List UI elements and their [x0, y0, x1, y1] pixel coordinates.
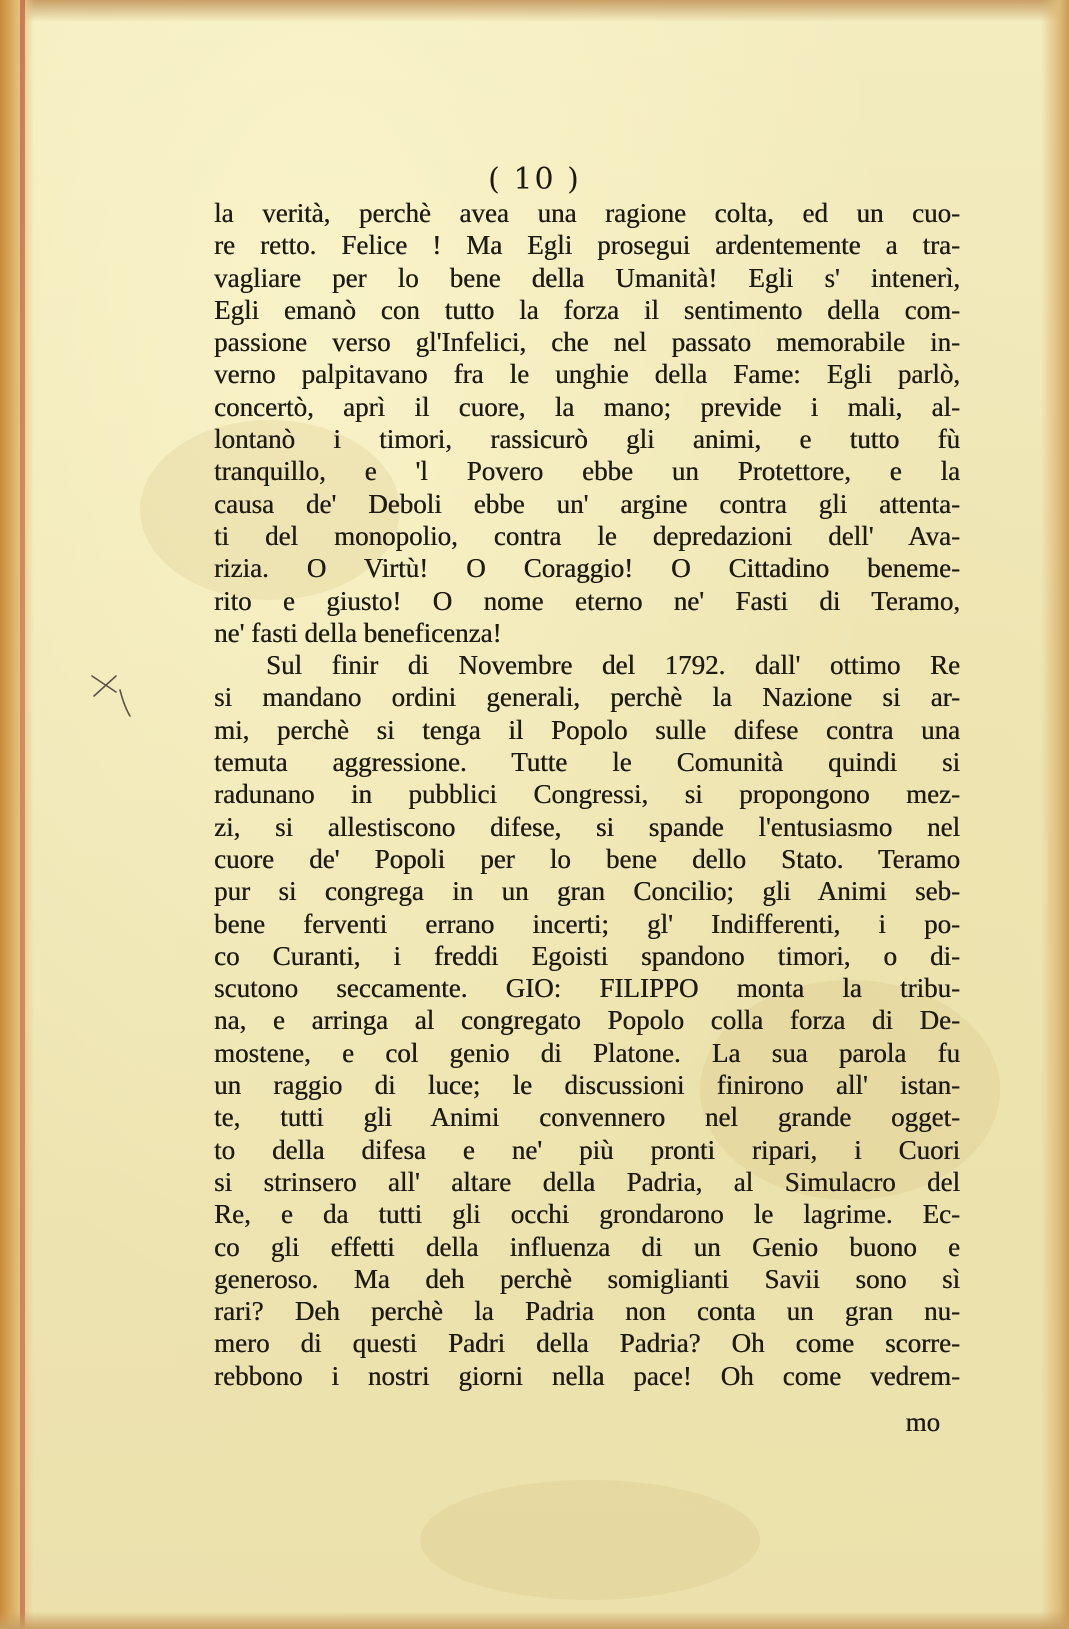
page-number: ( 10 ) [488, 162, 581, 197]
text-line: rebbono i nostri giorni nella pace! Oh come vedrem- [214, 1360, 960, 1391]
text-line: vagliare per lo bene della Umanità! Egli s' intenerì, [214, 262, 960, 293]
page-edge-top [0, 0, 1069, 22]
text-line: pur si congrega in un gran Concilio; gli Animi seb- [214, 876, 960, 907]
text-line: to della difesa e ne' più pronti ripari, i Cuori [214, 1134, 960, 1165]
text-line: tranquillo, e 'l Povero ebbe un Protettore, e la [214, 456, 960, 487]
text-line: zi, si allestiscono difese, si spande l'entusiasmo nel [214, 811, 960, 842]
text-line: co Curanti, i freddi Egoisti spandono timori, o di- [214, 940, 960, 971]
text-line: radunano in pubblici Congressi, si propongono mez- [214, 779, 960, 810]
paper-stain [420, 1480, 760, 1600]
text-line: cuore de' Popoli per lo bene dello Stato. Teramo [214, 843, 960, 874]
text-line: rito e giusto! O nome eterno ne' Fasti di Teramo, [214, 585, 960, 616]
text-line: mi, perchè si tenga il Popolo sulle difese contra una [214, 714, 960, 745]
text-line: rizia. O Virtù! O Coraggio! O Cittadino beneme- [214, 553, 960, 584]
text-line: lontanò i timori, rassicurò gli animi, e tutto fù [214, 424, 960, 455]
text-line: Sul finir di Novembre del 1792. dall' ottimo Re [266, 650, 960, 681]
text-line: temuta aggressione. Tutte le Comunità quindi si [214, 747, 960, 778]
text-line: na, e arringa al congregato Popolo colla forza di De- [214, 1005, 960, 1036]
text-line: te, tutti gli Animi convennero nel grande ogget- [214, 1102, 960, 1133]
page-edge-bottom [0, 1611, 1069, 1629]
text-line: la verità, perchè avea una ragione colta, ed un cuo- [214, 198, 960, 228]
text-line: verno palpitavano fra le unghie della Fame: Egli parlò, [214, 359, 960, 390]
text-line: un raggio di luce; le discussioni finirono all' istan- [214, 1070, 960, 1101]
page-edge-right [1041, 0, 1069, 1629]
text-line: bene ferventi errano incerti; gl' Indifferenti, i po- [214, 908, 960, 939]
text-line: Re, e da tutti gli occhi grondarono le lagrime. Ec- [214, 1199, 960, 1230]
page-edge-left [0, 0, 34, 1629]
text-line: mostene, e col genio di Platone. La sua parola fu [214, 1037, 960, 1068]
text-line: Egli emanò con tutto la forza il sentimento della com- [214, 294, 960, 325]
text-line: rari? Deh perchè la Padria non conta un gran nu- [214, 1296, 960, 1327]
text-line: generoso. Ma deh perchè somiglianti Savii sono sì [214, 1263, 960, 1294]
text-line: causa de' Deboli ebbe un' argine contra gli attenta- [214, 488, 960, 519]
pencil-mark-icon [86, 666, 136, 722]
text-line: re retto. Felice ! Ma Egli prosegui ardentemente a tra- [214, 230, 960, 261]
catchword: mo [905, 1407, 940, 1437]
text-line: si strinsero all' altare della Padria, al Simulacro del [214, 1166, 960, 1197]
text-line: passione verso gl'Infelici, che nel passato memorabile in- [214, 327, 960, 358]
page-edge-red-stripe [20, 0, 25, 1629]
body-text [214, 197, 960, 1392]
text-line: scutono seccamente. GIO: FILIPPO monta la tribu- [214, 973, 960, 1004]
text-line: ne' fasti della beneficenza! [214, 617, 502, 648]
text-line: mero di questi Padri della Padria? Oh come scorre- [214, 1328, 960, 1359]
text-line: si mandano ordini generali, perchè la Nazione si ar- [214, 682, 960, 713]
text-line: concertò, aprì il cuore, la mano; previde i mali, al- [214, 391, 960, 422]
text-line: co gli effetti della influenza di un Genio buono e [214, 1231, 960, 1262]
text-line: ti del monopolio, contra le depredazioni dell' Ava- [214, 520, 960, 551]
